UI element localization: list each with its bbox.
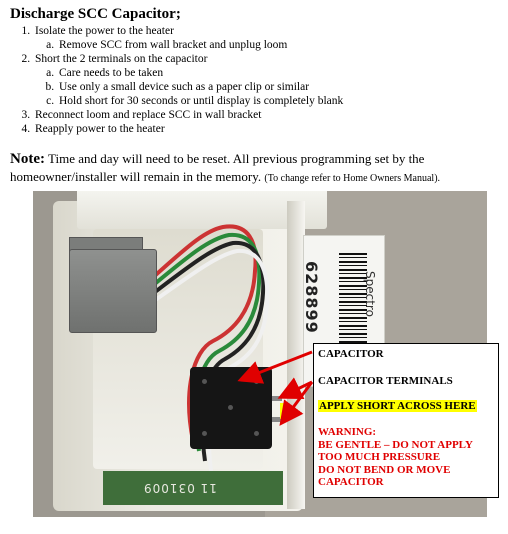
section-heading: Discharge SCC Capacitor; — [10, 6, 181, 22]
step-text: Reapply power to the heater — [35, 123, 165, 135]
short-instruction: APPLY SHORT ACROSS HERE — [319, 400, 476, 412]
pin-dot — [202, 379, 207, 384]
step-1 — [33, 24, 508, 52]
note-reference: (To change refer to Home Owners Manual). — [264, 173, 441, 184]
terminals-label: CAPACITOR TERMINALS — [318, 375, 453, 387]
capacitor-body — [190, 367, 272, 449]
step-text: Short the 2 terminals on the capacitor — [35, 53, 208, 65]
warning-title: WARNING: — [318, 426, 377, 438]
capacitor-terminal — [272, 396, 282, 401]
pcb-code: 11 031009 — [143, 481, 217, 495]
step-3 — [33, 108, 508, 122]
note-paragraph — [10, 150, 500, 188]
pin-dot — [254, 379, 259, 384]
capacitor-label: CAPACITOR — [318, 348, 384, 360]
pin-dot — [228, 405, 233, 410]
substeps — [35, 38, 508, 52]
pin-dot — [202, 431, 207, 436]
substep: c. Hold short for 30 seconds or until display is completely blank — [57, 94, 508, 108]
step-text: Isolate the power to the heater — [35, 25, 174, 37]
procedure-steps — [10, 24, 508, 136]
warning-line: TOO MUCH PRESSURE — [318, 451, 441, 463]
sticker-number: 628899 — [302, 261, 321, 334]
warning-line: BE GENTLE – DO NOT APPLY — [318, 438, 473, 451]
warning-line: DO NOT BEND OR MOVE — [318, 463, 451, 476]
pin-dot — [254, 431, 259, 436]
substep: a. Remove SCC from wall bracket and unplug loom — [57, 38, 508, 52]
warning-line: CAPACITOR — [318, 476, 384, 488]
brand-label: Spectro — [363, 271, 377, 317]
note-label: Note: — [10, 151, 45, 167]
substep: b. Use only a small device such as a paper clip or similar — [57, 80, 508, 94]
callout-box — [313, 343, 499, 498]
step-4 — [33, 122, 508, 136]
substeps — [35, 66, 508, 108]
step-2 — [33, 52, 508, 108]
substep: a. Care needs to be taken — [57, 66, 508, 80]
warning-block — [318, 426, 473, 489]
short-point-marker — [280, 403, 285, 419]
loom-connector — [69, 249, 157, 333]
step-text: Reconnect loom and replace SCC in wall bracket — [35, 109, 262, 121]
note-body: Time and day will need to be reset. All previous programming set by the homeowner/installer will remain in the memory. — [10, 151, 425, 184]
